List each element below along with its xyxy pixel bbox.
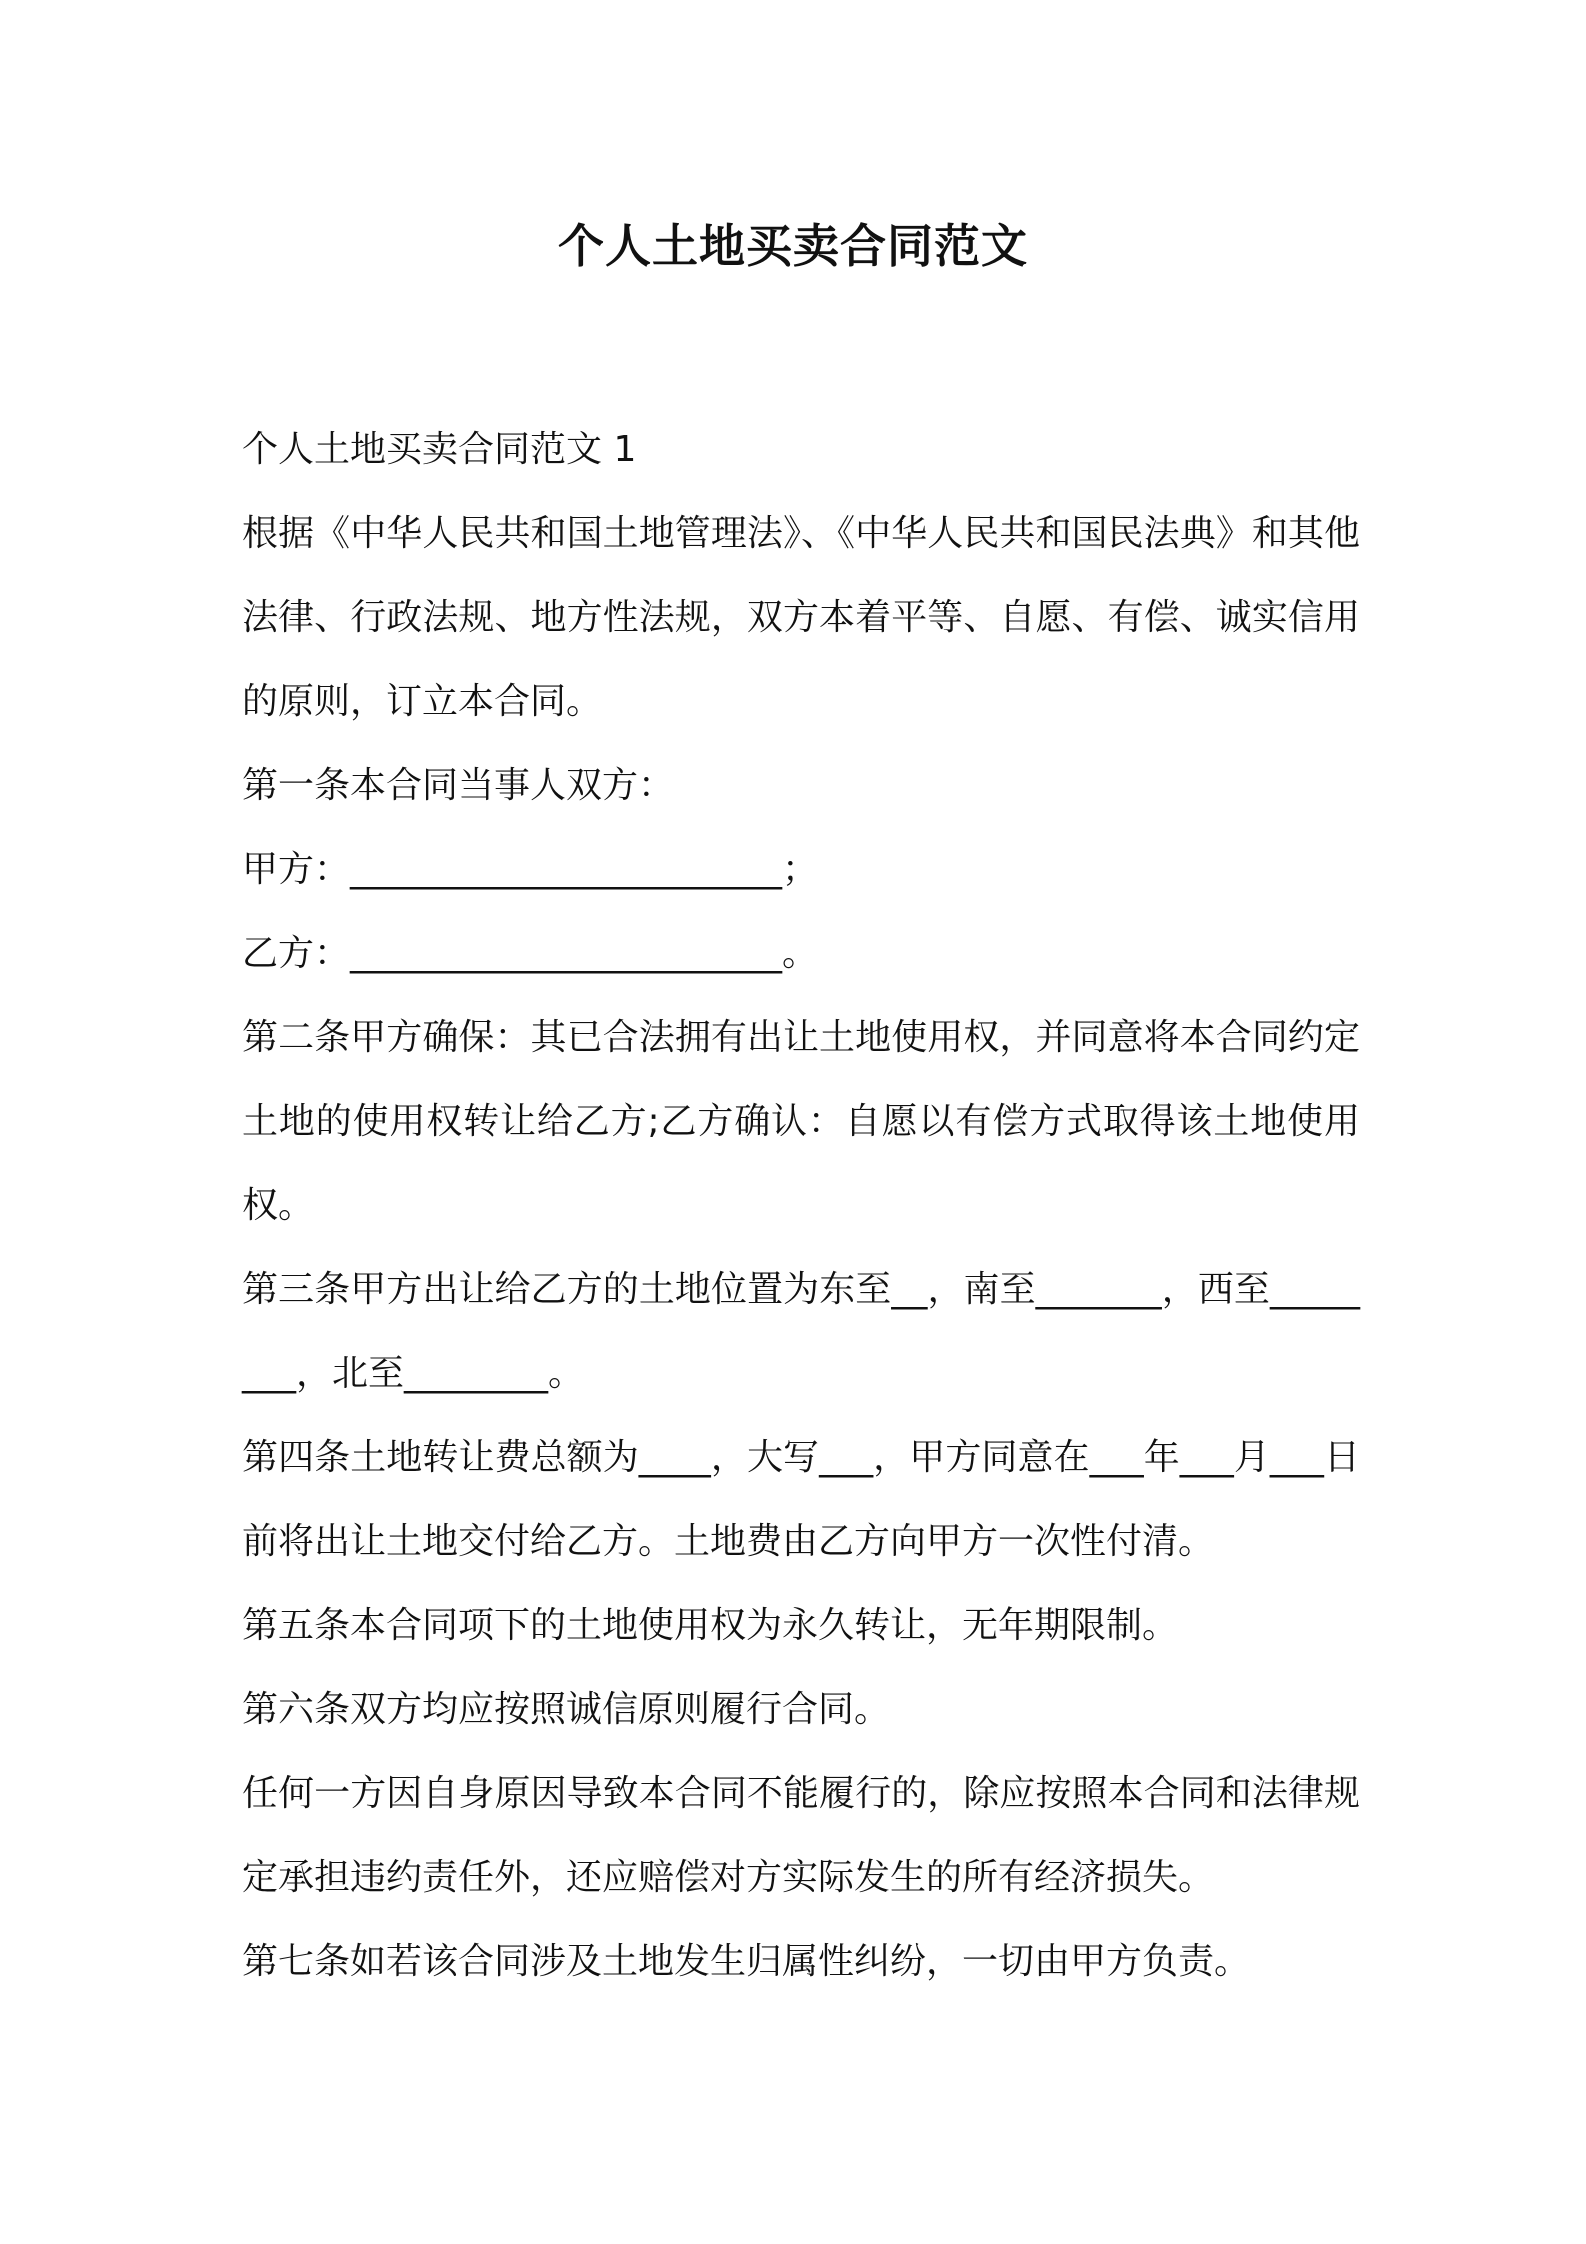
article-7-paragraph: 第七条如若该合同涉及土地发生归属性纠纷，一切由甲方负责。 [242,1941,1251,1982]
article-2-paragraph: 第二条甲方确保：其已合法拥有出让土地使用权，并同意将本合同约定土地的使用权转让给乙方;乙方确认：自愿以有偿方式取得该土地使用权。 [242,1017,1360,1226]
section-heading: 个人土地买卖合同范文 1 [242,429,637,470]
party-b-line: 乙方：________________________。 [242,933,819,974]
article-5-paragraph: 第五条本合同项下的土地使用权为永久转让，无年期限制。 [242,1605,1179,1646]
preamble-paragraph: 根据《中华人民共和国土地管理法》、《中华人民共和国民法典》和其他法律、行政法规、地方性法规，双方本着平等、自愿、有偿、诚实信用的原则，订立本合同。 [242,513,1360,722]
article-4-paragraph: 第四条土地转让费总额为____，大写___，甲方同意在___年___月___日前将出让土地交付给乙方。土地费由乙方向甲方一次性付清。 [242,1437,1360,1562]
article-6-paragraph: 第六条双方均应按照诚信原则履行合同。 [242,1689,891,1730]
document-body [242,408,1360,2004]
article-1-heading: 第一条本合同当事人双方： [242,765,675,806]
party-a-line: 甲方：________________________； [242,849,819,890]
document-title: 个人土地买卖合同范文 [558,219,1028,273]
article-3-paragraph: 第三条甲方出让给乙方的土地位置为东至__，南至_______，西至________，北至________。 [242,1269,1360,1394]
article-6-detail-paragraph: 任何一方因自身原因导致本合同不能履行的，除应按照本合同和法律规定承担违约责任外，还应赔偿对方实际发生的所有经济损失。 [242,1773,1360,1898]
